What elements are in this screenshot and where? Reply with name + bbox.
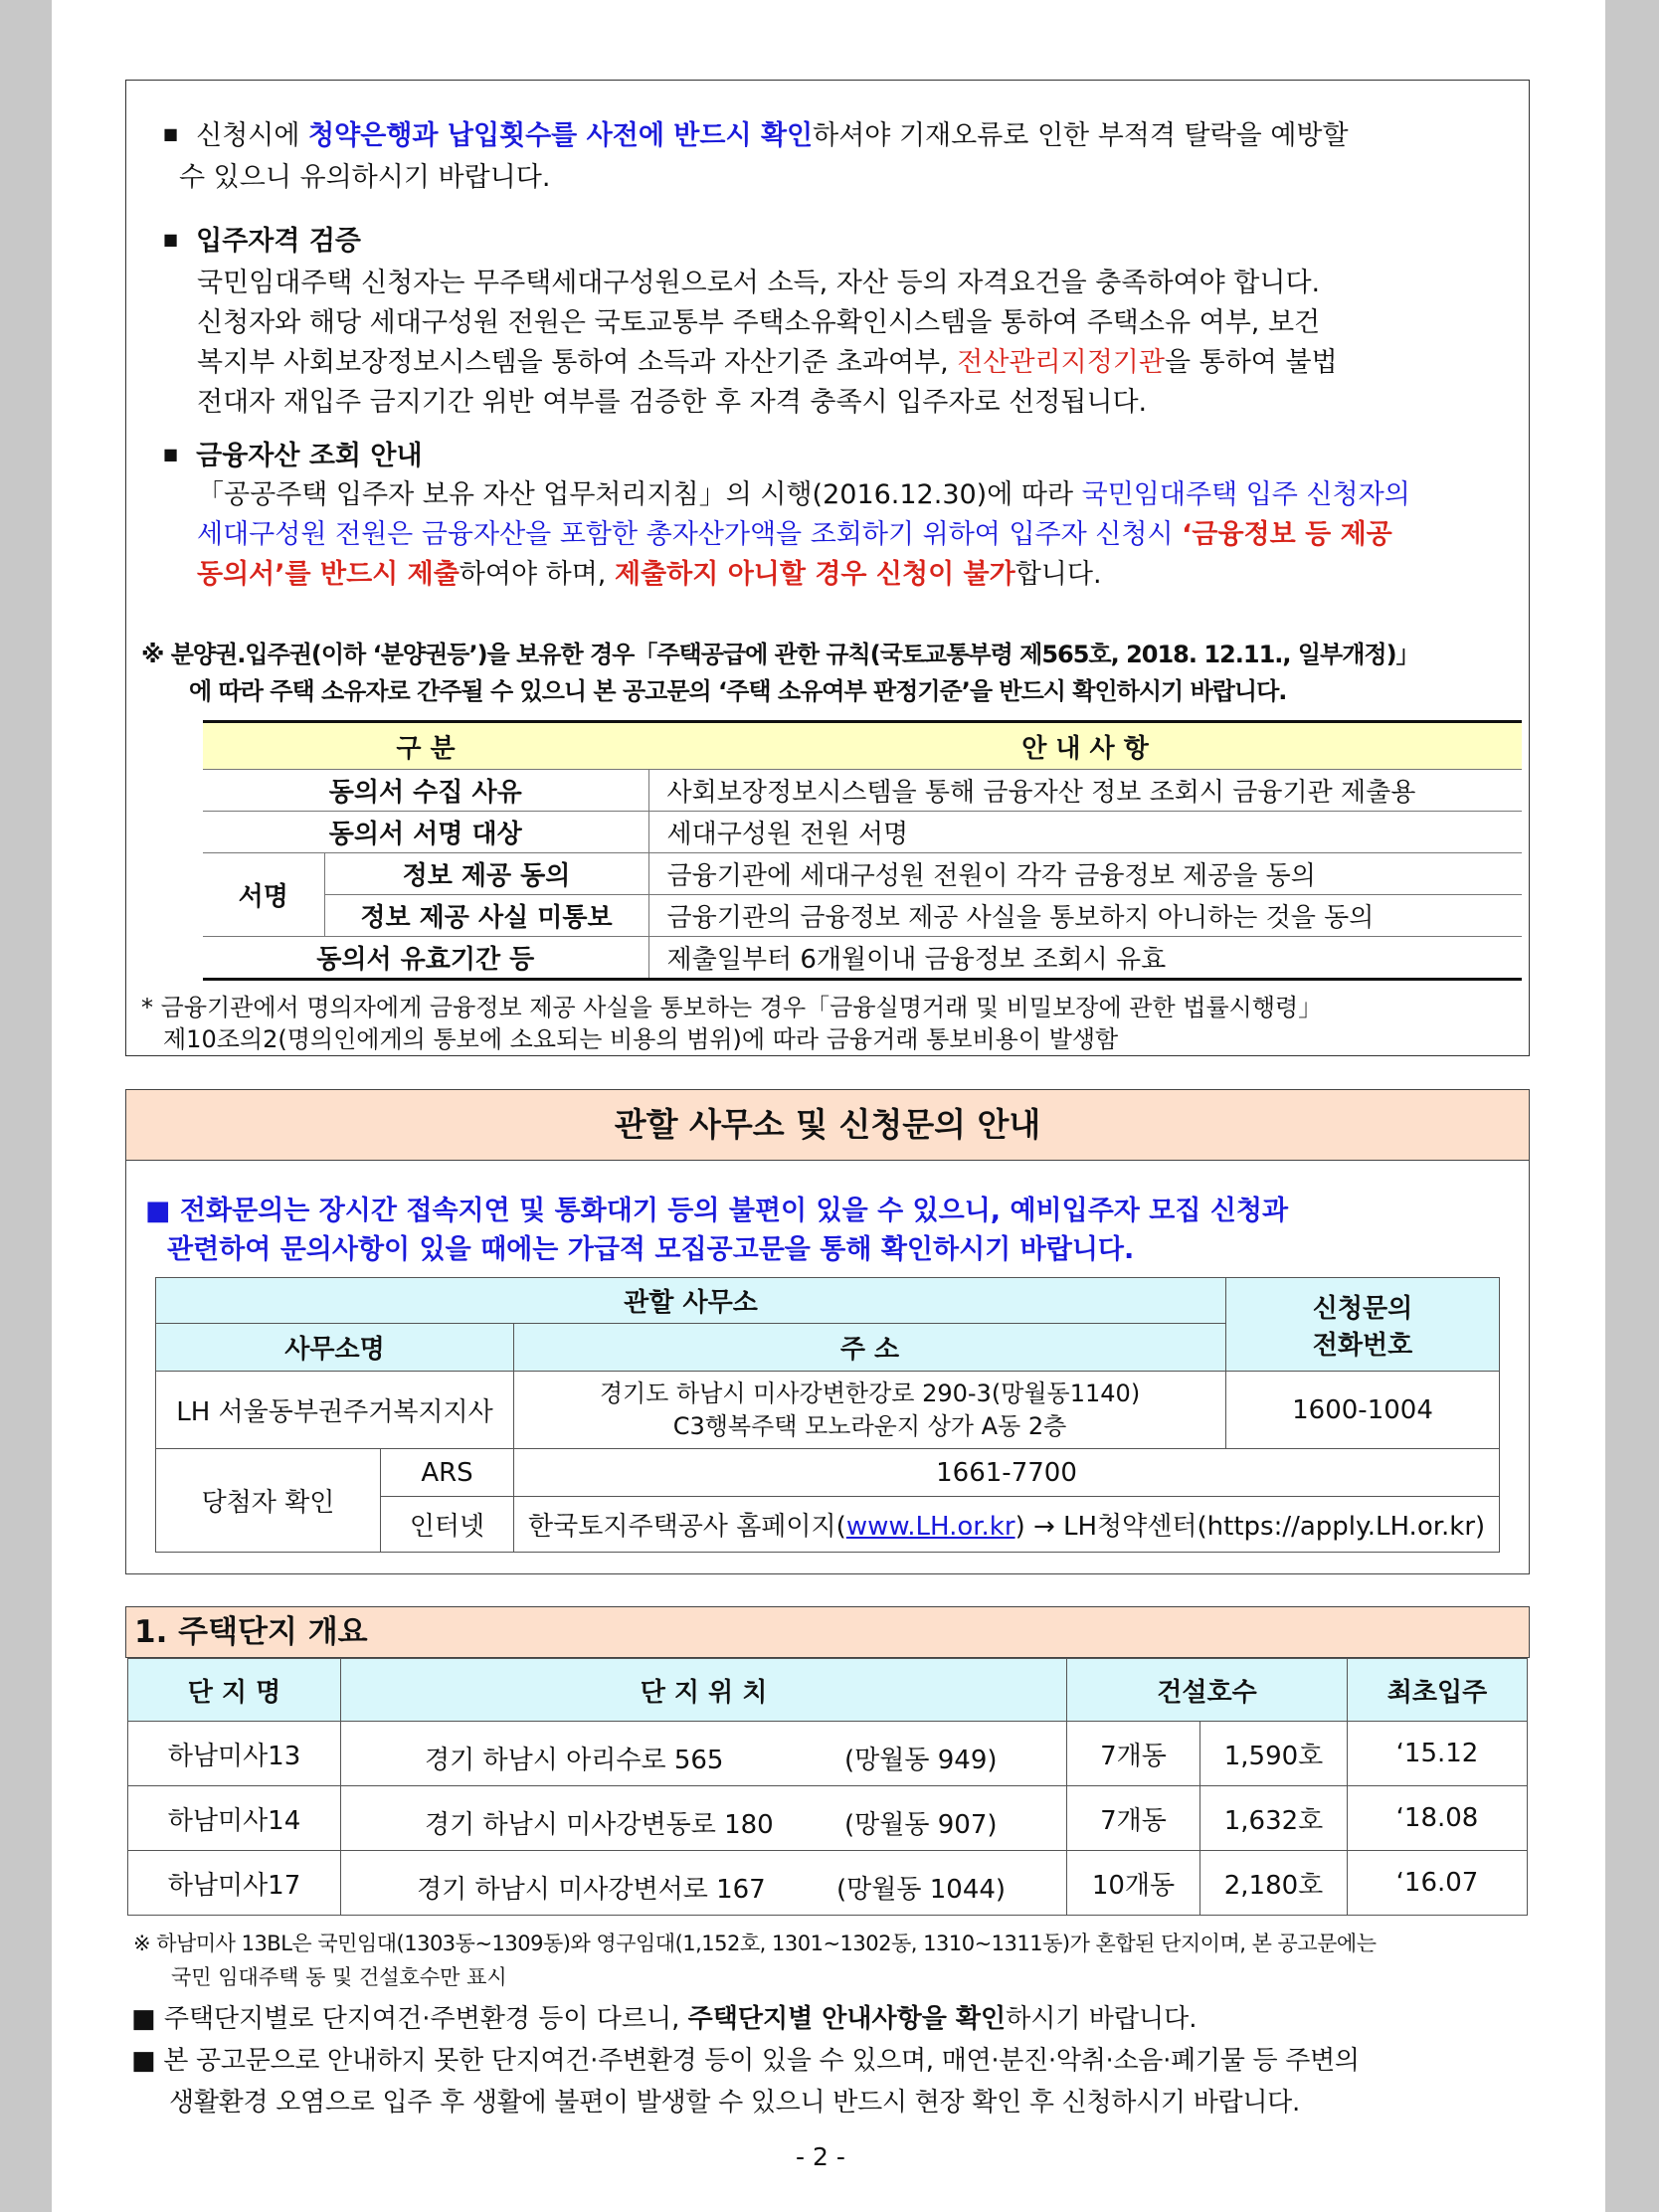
row-label: 동의서 서명 대상: [203, 812, 648, 853]
bank-check-notice: ■ 신청시에 청약은행과 납입횟수를 사전에 반드시 확인하셔야 기재오류로 인한 부적격 탈락을 예방할: [163, 115, 1585, 157]
office-name: LH 서울동부권주거복지지사: [156, 1372, 514, 1449]
internet-label: 인터넷: [381, 1497, 514, 1553]
header-category: 구 분: [203, 722, 648, 770]
table-row: 하남미사17 경기 하남시 미사강변서로 167 (망월동 1044) 10개동 2,180호 ‘16.07: [128, 1851, 1528, 1916]
row-value: 제출일부터 6개월이내 금융정보 조회시 유효: [648, 937, 1522, 980]
row-label: 정보 제공 동의: [324, 853, 648, 895]
bullet-icon: ■: [163, 230, 179, 249]
footnote-1: * 금융기관에서 명의자에게 금융정보 제공 사실을 통보하는 경우「금융실명거래 및 비밀보장에 관한 법률시행령」: [141, 994, 1323, 1021]
bank-check-notice-cont: 수 있으니 유의하시기 바랍니다.: [179, 162, 551, 193]
header-phone: 신청문의 전화번호: [1226, 1278, 1500, 1372]
page-number: - 2 -: [796, 2142, 845, 2171]
financial-title: ■ 금융자산 조회 안내: [163, 436, 423, 477]
row-value: 금융기관의 금융정보 제공 사실을 통보하지 아니하는 것을 동의: [648, 895, 1522, 937]
row-label: 정보 제공 사실 미통보: [324, 895, 648, 937]
complex-bullet-2-cont: 생활환경 오염으로 입주 후 생활에 불편이 발생할 수 있으니 반드시 현장 확인 후 신청하시기 바랍니다.: [169, 2088, 1300, 2118]
table-row: 하남미사13 경기 하남시 아리수로 565 (망월동 949) 7개동 1,590호 ‘15.12: [128, 1722, 1528, 1786]
row-value: 세대구성원 전원 서명: [648, 812, 1522, 853]
header-info: 안 내 사 항: [648, 722, 1522, 770]
financial-line-1: 「공공주택 입주자 보유 자산 업무처리지침」의 시행(2016.12.30)에 따라 국민임대주택 입주 신청자의: [197, 479, 1410, 510]
lh-homepage-link[interactable]: www.LH.or.kr: [845, 1512, 1015, 1542]
row-label: 동의서 수집 사유: [203, 770, 648, 812]
header-name: 단 지 명: [128, 1659, 341, 1722]
document-page: [52, 0, 1605, 2212]
office-section-title: 관할 사무소 및 신청문의 안내: [126, 1090, 1529, 1161]
row-value: 사회보장정보시스템을 통해 금융자산 정보 조회시 금융기관 제출용: [648, 770, 1522, 812]
footnote-2: 제10조의2(명의인에게의 통보에 소요되는 비용의 범위)에 따라 금융거래 통보비용이 발생함: [163, 1025, 1119, 1053]
complex-note-1: ※ 하남미사 13BL은 국민임대(1303동~1309동)와 영구임대(1,152호, 1301~1302동, 1310~1311동)가 혼합된 단지이며, 본 공고문에는: [133, 1932, 1377, 1955]
financial-line-2: 세대구성원 전원은 금융자산을 포함한 총자산가액을 조회하기 위하여 입주자 신청시 ‘금융정보 등 제공: [197, 519, 1392, 550]
ars-number: 1661-7700: [514, 1449, 1500, 1497]
bullet-icon: ■: [163, 445, 179, 463]
office-address: 경기도 하남시 미사강변한강로 290-3(망월동1140) C3행복주택 모노라운지 상가 A동 2층: [514, 1372, 1226, 1449]
header-first: 최초입주: [1348, 1659, 1528, 1722]
row-value: 금융기관에 세대구성원 전원이 각각 금융정보 제공을 동의: [648, 853, 1522, 895]
header-office-name: 사무소명: [156, 1324, 514, 1372]
presale-notice-2: 에 따라 주택 소유자로 간주될 수 있으니 본 공고문의 ‘주택 소유여부 판정기준’을 반드시 확인하시기 바랍니다.: [189, 677, 1287, 705]
header-address: 주 소: [514, 1324, 1226, 1372]
header-location: 단 지 위 치: [341, 1659, 1067, 1722]
complex-table: [127, 1658, 1528, 1916]
phone-notice-2: 관련하여 문의사항이 있을 때에는 가급적 모집공고문을 통해 확인하시기 바랍니다.: [167, 1234, 1135, 1265]
header-office: 관할 사무소: [156, 1278, 1226, 1324]
sign-label: 서명: [203, 853, 324, 937]
complex-overview-title: 1. 주택단지 개요: [125, 1606, 1530, 1658]
table-row: 하남미사14 경기 하남시 미사강변동로 180 (망월동 907) 7개동 1,632호 ‘18.08: [128, 1786, 1528, 1851]
presale-notice-1: ※ 분양권.입주권(이하 ‘분양권등’)을 보유한 경우「주택공급에 관한 규칙(국토교통부령 제565호, 2018. 12.11., 일부개정)」: [141, 641, 1419, 668]
winner-check-label: 당첨자 확인: [156, 1449, 381, 1553]
internet-info: 한국토지주택공사 홈페이지(www.LH.or.kr) → LH청약센터(https://apply.LH.or.kr): [514, 1497, 1500, 1553]
eligibility-line-4: 전대자 재입주 금지기간 위반 여부를 검증한 후 자격 충족시 입주자로 선정됩니다.: [197, 387, 1148, 418]
eligibility-line-2: 신청자와 해당 세대구성원 전원은 국토교통부 주택소유확인시스템을 통하여 주택소유 여부, 보건: [197, 307, 1321, 338]
ars-label: ARS: [381, 1449, 514, 1497]
complex-bullet-2: ■ 본 공고문으로 안내하지 못한 단지여건·주변환경 등이 있을 수 있으며, 매연·분진·악취·소음·폐기물 등 주변의: [131, 2046, 1360, 2076]
row-label: 동의서 유효기간 등: [203, 937, 648, 980]
office-phone: 1600-1004: [1226, 1372, 1500, 1449]
eligibility-line-3: 복지부 사회보장정보시스템을 통하여 소득과 자산기준 초과여부, 전산관리지정기관을 통하여 불법: [197, 347, 1338, 378]
office-table: [155, 1277, 1500, 1553]
phone-notice-1: ■ 전화문의는 장시간 접속지연 및 통화대기 등의 불편이 있을 수 있으니, 예비입주자 모집 신청과: [145, 1196, 1289, 1226]
complex-bullet-1: ■ 주택단지별로 단지여건·주변환경 등이 다르니, 주택단지별 안내사항을 확인하시기 바랍니다.: [131, 2004, 1198, 2034]
bullet-icon: ■: [163, 124, 179, 143]
eligibility-title: ■ 입주자격 검증: [163, 221, 361, 263]
header-units: 건설호수: [1067, 1659, 1348, 1722]
eligibility-line-1: 국민임대주택 신청자는 무주택세대구성원으로서 소득, 자산 등의 자격요건을 충족하여야 합니다.: [197, 268, 1321, 298]
financial-line-3: 동의서’를 반드시 제출하여야 하며, 제출하지 아니할 경우 신청이 불가합니다.: [197, 559, 1102, 590]
complex-note-2: 국민 임대주택 동 및 건설호수만 표시: [171, 1965, 507, 1989]
consent-table: [203, 720, 1522, 981]
